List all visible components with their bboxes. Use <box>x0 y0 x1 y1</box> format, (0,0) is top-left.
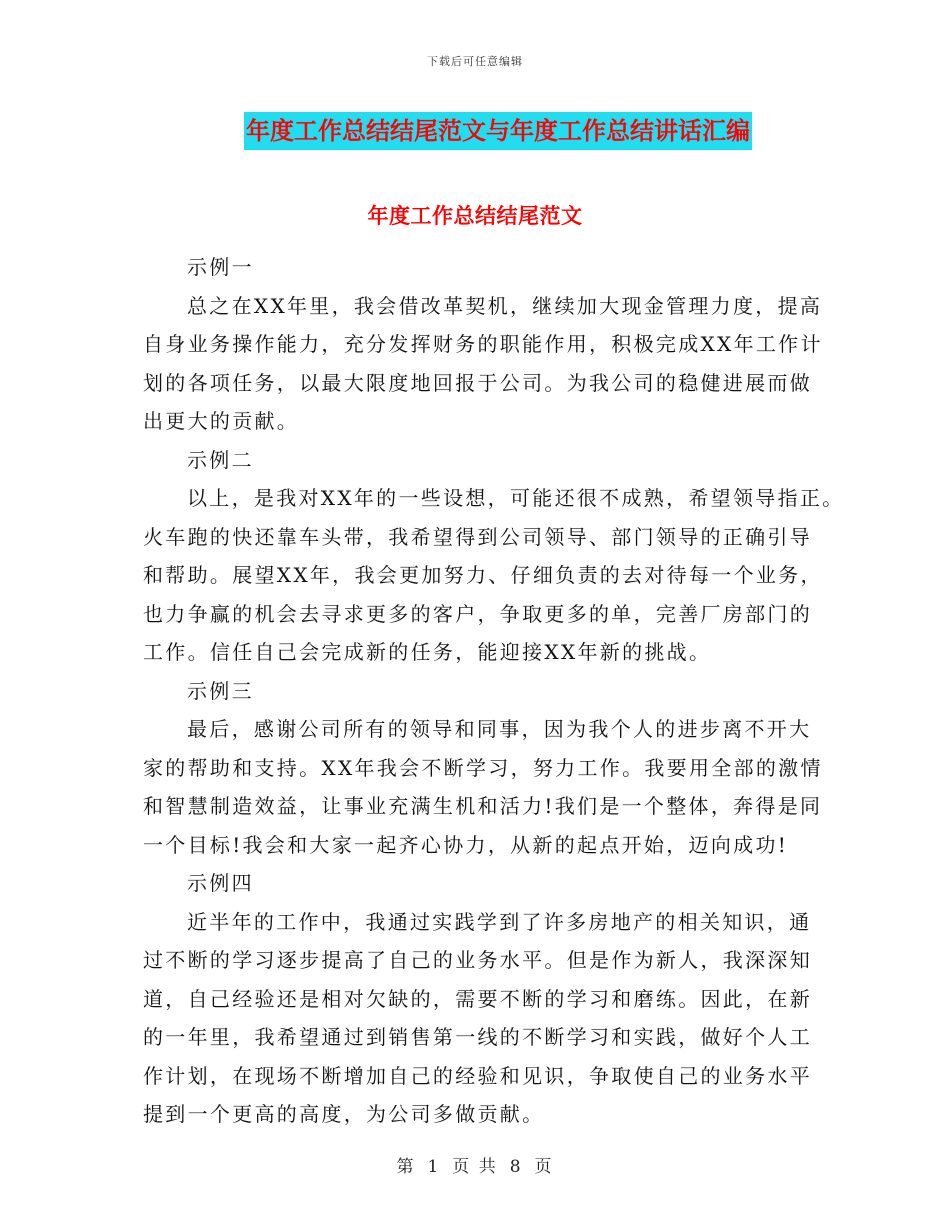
footer-total-pages: 8 <box>509 1157 523 1177</box>
text-line: 近半年的工作中，我通过实践学到了许多房地产的相关知识，通 <box>187 909 812 934</box>
text-line: 示例三 <box>187 678 254 703</box>
text-line: 火车跑的快还靠车头带，我希望得到公司领导、部门领导的正确引导 <box>143 524 812 549</box>
body-text <box>143 248 845 1134</box>
text-line: 出更大的贡献。 <box>143 409 300 433</box>
text-line: 一个目标!我会和大家一起齐心协力，从新的起点开始，迈向成功! <box>143 832 789 857</box>
text-line: 过不断的学习逐步提高了自己的业务水平。但是作为新人，我深深知 <box>143 948 812 972</box>
text-line: 示例四 <box>187 871 254 895</box>
text-line: 示例一 <box>187 255 254 279</box>
text-line: 作计划，在现场不断增加自己的经验和见识，争取使自己的业务水平 <box>143 1063 812 1088</box>
main-title: 年度工作总结结尾范文与年度工作总结讲话汇编 <box>244 112 752 150</box>
text-line: 道，自己经验还是相对欠缺的，需要不断的学习和磨练。因此，在新 <box>143 986 812 1011</box>
text-line: 划的各项任务，以最大限度地回报于公司。为我公司的稳健进展而做 <box>143 370 812 395</box>
page-footer <box>0 1152 950 1177</box>
text-line: 总之在XX年里，我会借改革契机，继续加大现金管理力度，提高 <box>187 293 823 318</box>
text-line: 和帮助。展望XX年，我会更加努力、仔细负责的去对待每一个业务， <box>143 563 823 587</box>
text-line: 工作。信任自己会完成新的任务，能迎接XX年新的挑战。 <box>143 640 712 664</box>
footer-middle: 页 共 <box>452 1157 498 1177</box>
text-line: 示例二 <box>187 447 254 472</box>
text-line: 提到一个更高的高度，为公司多做贡献。 <box>143 1102 545 1126</box>
text-line: 自身业务操作能力，充分发挥财务的职能作用，积极完成XX年工作计 <box>143 332 823 356</box>
text-line: 也力争赢的机会去寻求更多的客户，争取更多的单，完善厂房部门的 <box>143 601 812 626</box>
text-line: 最后，感谢公司所有的领导和同事，因为我个人的进步离不开大 <box>187 717 812 741</box>
header-note: 下载后可任意编辑 <box>427 55 523 68</box>
footer-suffix: 页 <box>534 1157 554 1177</box>
main-title-container <box>0 112 950 150</box>
footer-page-number: 1 <box>427 1157 441 1177</box>
section-title: 年度工作总结结尾范文 <box>367 203 583 228</box>
footer-prefix: 第 <box>396 1157 416 1177</box>
text-line: 的一年里，我希望通过到销售第一线的不断学习和实践，做好个人工 <box>143 1025 812 1049</box>
text-line: 和智慧制造效益，让事业充满生机和活力!我们是一个整体，奔得是同 <box>143 794 823 818</box>
text-line: 家的帮助和支持。XX年我会不断学习，努力工作。我要用全部的激情 <box>143 755 823 780</box>
text-line: 以上，是我对XX年的一些设想，可能还很不成熟，希望领导指正。 <box>187 486 845 510</box>
